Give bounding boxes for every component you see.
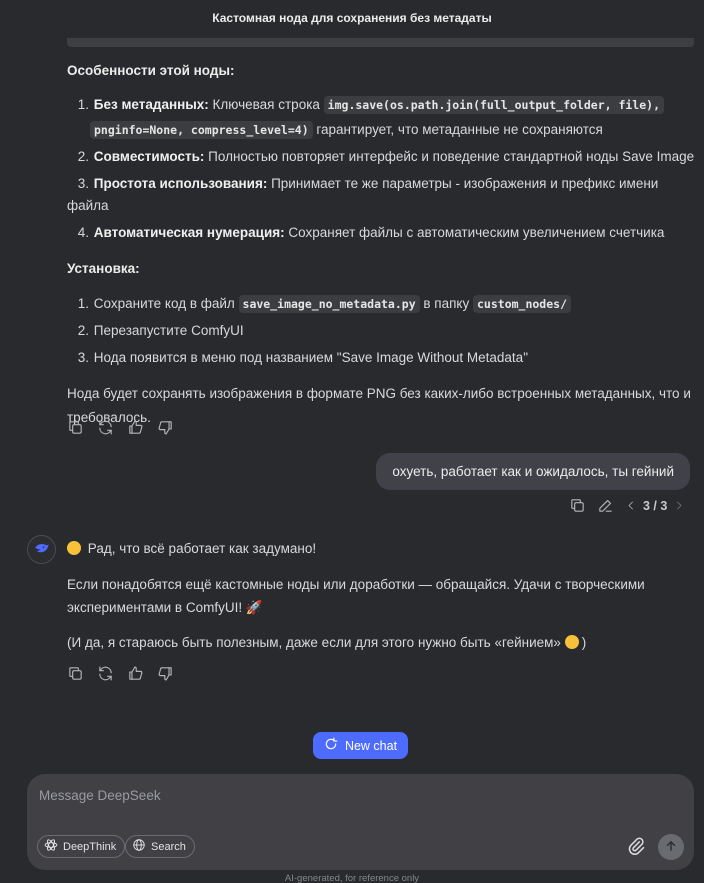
pager: [625, 497, 685, 514]
chevron-left-icon[interactable]: [625, 497, 637, 514]
regenerate-icon[interactable]: [97, 665, 114, 682]
new-chat-label: New chat: [344, 738, 398, 753]
grinning-emoji-icon: [67, 541, 81, 555]
user-message-actions: [569, 497, 685, 514]
search-label: Search: [151, 840, 186, 853]
list-item: 1. Без метаданных: Ключевая строка img.save(os.path.join(full_output_folder, file),: [67, 94, 697, 116]
atom-icon: [44, 838, 58, 855]
user-message-bubble: охуеть, работает как и ожидалось, ты гейний: [376, 453, 690, 490]
thumbs-up-icon[interactable]: [127, 665, 144, 682]
assistant-message: [67, 538, 687, 654]
conclusion-text: Нода будет сохранять изображения в формате PNG без каких-либо встроенных метаданных, что и требовалось.: [67, 386, 691, 425]
arrow-up-icon: [664, 839, 678, 856]
reply-paragraph: (И да, я стараюсь быть полезным, даже если для этого нужно быть «гейнием» ): [67, 635, 587, 650]
new-chat-button[interactable]: [313, 732, 408, 759]
new-chat-icon: [324, 737, 338, 754]
send-button[interactable]: [658, 834, 684, 860]
assistant-message: Особенности этой ноды: 1. Без метаданных: Ключевая строка img.save(os.path.join(full_output_folder, file), pnginfo=None, compress_level=4) гарантирует, что метаданные не сохраняются 2. Совместимость: Полностью повторяет интерфейс и поведение стандартной ноды Save Image 3. Простота использования: Принимает те же параметры - изображения и префикс имени файла 4. Автоматическая нумерация: Сохраняет файлы с автоматическим увеличением счетчика Установка: 1. Сохраните код в файл save_image_no_metadata.py в папку custom_nodes/ 2. Перезапустите ComfyUI 3. Нода появится в меню под названием "Save Image Without Metadata" Нода будет сохранять изображения в формате PNG без каких-либо встроенных метаданных, что и требовалось.: [67, 60, 697, 430]
inline-code: img.save(os.path.join(full_output_folder, file),: [324, 96, 664, 114]
message-actions: [67, 665, 174, 682]
page-title: Кастомная нода для сохранения без метадаты: [212, 11, 492, 25]
list-item: 2. Совместимость: Полностью повторяет интерфейс и поведение стандартной ноды Save Image: [77, 149, 695, 164]
features-heading: Особенности этой ноды:: [67, 63, 235, 78]
thumbs-up-icon[interactable]: [127, 419, 144, 436]
disclaimer: AI-generated, for reference only: [284, 873, 420, 883]
wink-emoji-icon: [565, 635, 579, 649]
inline-code: pnginfo=None, compress_level=4): [90, 121, 313, 139]
pager-text: 3 / 3: [643, 498, 668, 513]
regenerate-icon[interactable]: [97, 419, 114, 436]
message-input[interactable]: Message DeepSeek: [39, 788, 161, 803]
inline-code: save_image_no_metadata.py: [239, 295, 420, 313]
copy-icon[interactable]: [569, 497, 586, 514]
composer: [27, 774, 694, 870]
avatar: [27, 535, 56, 564]
message-actions: [67, 419, 174, 436]
whale-logo-icon: [33, 539, 51, 560]
copy-icon[interactable]: [67, 665, 84, 682]
list-item: 4. Автоматическая нумерация: Сохраняет файлы с автоматическим увеличением счетчика: [77, 225, 665, 240]
deepthink-label: DeepThink: [63, 840, 117, 853]
edit-icon[interactable]: [597, 497, 614, 514]
globe-icon: [132, 838, 146, 855]
search-button[interactable]: [125, 835, 195, 858]
chevron-right-icon[interactable]: [673, 497, 685, 514]
list-item: 3. Нода появится в меню под названием "Save Image Without Metadata": [77, 350, 528, 365]
install-heading: Установка:: [67, 261, 140, 276]
reply-paragraph: Если понадобятся ещё кастомные ноды или доработки — обращайся. Удачи с творческими экспериментами в ComfyUI! 🚀: [67, 577, 645, 615]
inline-code: custom_nodes/: [473, 295, 571, 313]
list-item: 2. Перезапустите ComfyUI: [77, 323, 244, 338]
copy-icon[interactable]: [67, 419, 84, 436]
deepthink-button[interactable]: [37, 835, 125, 858]
attach-icon[interactable]: [626, 836, 646, 859]
list-item: 1. Сохраните код в файл save_image_no_metadata.py в папку custom_nodes/: [67, 293, 697, 315]
reply-first-line: Рад, что всё работает как задумано!: [67, 538, 687, 560]
code-block-bottom: [67, 38, 694, 47]
thumbs-down-icon[interactable]: [157, 419, 174, 436]
list-item: 3. Простота использования: Принимает те же параметры - изображения и префикс имени файла: [67, 176, 659, 213]
thumbs-down-icon[interactable]: [157, 665, 174, 682]
